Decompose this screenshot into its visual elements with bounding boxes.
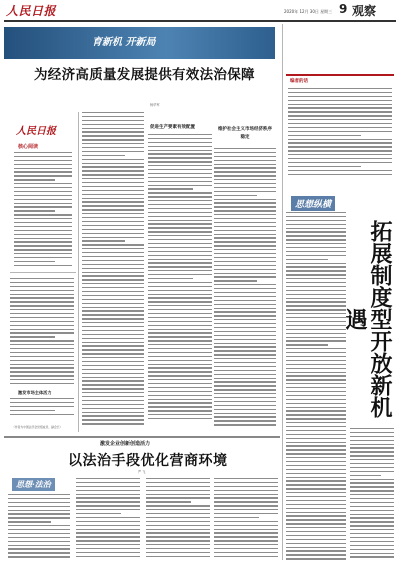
col4-text [214,148,276,430]
section-name: 观察 [352,4,377,18]
page-number: 9 [339,2,348,16]
subhead-2: 维护社会主义市场经济秩序稳定 [218,127,272,140]
sidebar-logo: 人民日报 [16,126,56,137]
bottom-col2 [76,478,140,560]
col1-text [10,278,74,388]
subhead-1: 促进生产要素有效配置 [150,125,195,130]
masthead-logo: 人民日报 [6,4,57,18]
date-line: 2020年 12月 30日 星期三 [284,9,333,14]
col2-text [82,112,144,430]
right-col-text-1 [286,212,346,560]
main-byline: 杨华军 [150,103,160,107]
masthead-rule [4,20,396,22]
col1-text-2 [10,398,74,420]
sidebar-text [14,152,72,270]
sidebar-heading: 核心阅读 [18,144,39,150]
bottom-headline: 以法治手段优化营商环境 [68,453,228,469]
section-logo-sixiang: 思想纵横 [291,196,335,211]
bottom-col3 [146,478,210,560]
banner-text: 育新机 开新局 [92,37,156,48]
section-logo-fazhi: 思想·法治 [12,478,55,491]
editor-box-label: 编者的话 [290,79,308,84]
bottom-note: 激发市场主体活力 [18,390,52,395]
right-col-text-2 [350,428,394,558]
author-note: （作者为中国法学会党组成员、副会长） [12,425,63,429]
vertical-title: 拓展制度型开放新机遇 [342,220,393,418]
col3-text [148,134,212,430]
bottom-byline: 严 飞 [138,470,146,474]
bottom-col1 [8,494,70,560]
bottom-col4 [214,478,278,560]
editor-box-text [288,88,392,178]
masthead [0,0,400,24]
bottom-kicker: 激发企业创新创造活力 [100,441,151,447]
main-headline: 为经济高质量发展提供有效法治保障 [34,67,255,83]
